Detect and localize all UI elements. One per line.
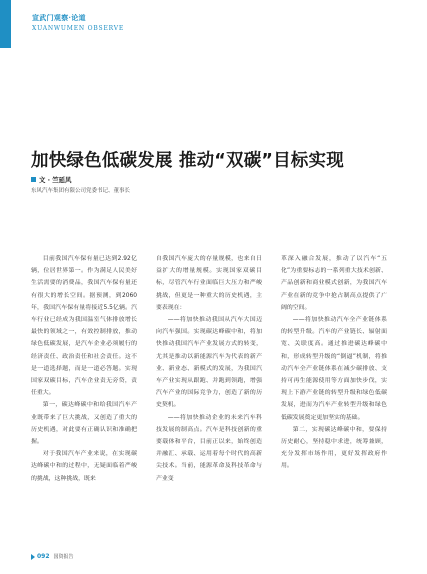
text-column-3 (281, 253, 387, 473)
author-affiliation: 东风汽车集团有限公司党委书记、董事长 (31, 188, 131, 194)
author-line (31, 175, 71, 184)
page-number: 092 (37, 553, 50, 560)
text-column-1 (31, 253, 137, 485)
paragraph: 第一，碳达峰碳中和给我国汽车产业既带来了巨大挑战，又创造了重大的历史机遇，对此要有正确认识和准确把握。 (31, 402, 137, 446)
author-name: 文 · 竺延风 (39, 176, 72, 184)
paragraph: ——将加快推动我国从汽车大国迈向汽车强国。实现碳达峰碳中和，将加快推动我国汽车产业发展方式的转变，尤其是推动以新能源汽车为代表的新产业、新业态、新模式的发展，为我国汽车产业实现从跟跑、并跑到领跑，增强汽车产业的国际竞争力，创造了新的历史契机。 (156, 317, 262, 409)
magazine-name: 国资报告 (53, 554, 74, 560)
column-english-name: XUANWUMEN OBSERVE (32, 25, 125, 32)
header-accent-bar (0, 0, 11, 48)
column-name: 宣武门观察 (32, 13, 69, 22)
column-separator: · (68, 13, 72, 22)
paragraph: 对于我国汽车产业来说，在实现碳达峰碳中和的过程中，无疑面临着严峻的挑战，这种挑战，既来 (31, 451, 137, 482)
paragraph: ——将加快推动企业的未来汽车科技发展的制高点。汽车是科技创新的重要载体和平台，目前正以来，始终创造并融汇、承载、运用着每个时代的高新尖技术。当前，能源革命及科技革命与产业变 (156, 414, 262, 482)
column-title (32, 13, 124, 23)
text-column-2 (156, 253, 262, 485)
triangle-icon (31, 554, 35, 560)
page-footer (31, 553, 74, 560)
column-section: 论道 (71, 13, 86, 22)
column-header (32, 13, 124, 32)
paragraph: 自我国汽车庞大的存量规模，也来自日益扩大的增量规模。实现国家双碳目标，尽管汽车行业面临巨大压力和严峻挑战，但更是一种重大的历史机遇，主要表现在： (156, 256, 262, 311)
paragraph: 革深入融合发展，推动了以汽车“五化”为重要标志的一系列重大技术创新、产品创新和商业模式创新，为我国汽车产业在新的竞争中抢占制高点提供了广阔的空间。 (281, 256, 387, 311)
author-marker-icon (31, 177, 36, 182)
paragraph: 第二，实现碳达峰碳中和，要保持历史耐心，坚持稳中求进，统筹兼顾，充分发挥市场作用，更好发挥政府作用。 (281, 426, 387, 470)
paragraph: ——将加快推动汽车全产业链体系的转型升级。汽车的产业链长、辐射面宽、关联度高。通过推进碳达峰碳中和，形成转型升级的“倒逼”机制，将推动汽车全产业链体系在减少碳排放、支持可再生能源使用等方面加快步伐，实现上下游产业链的转型升级和绿色低碳发展，进而为汽车产业转型升级和绿色低碳发展奠定更加坚实的基础。 (281, 317, 387, 421)
paragraph: 目前我国汽车保有量已达到2.92亿辆，位居世界第一。作为满足人民美好生活需要的消费品，我国汽车保有量还有很大的增长空间。据预测，到2060年，我国汽车保有量将接近5.5亿辆。汽车行业已经成为我国温室气体排放增长最快的领域之一，有效控制排放，推动绿色低碳发展，是汽车企业必须履行的经济责任、政治责任和社会责任。这不是一道选择题，而是一道必答题。实现国家双碳目标，汽车企业责无旁贷，责任重大。 (31, 256, 137, 397)
article-title: 加快绿色低碳发展 推动“双碳”目标实现 (31, 151, 344, 171)
